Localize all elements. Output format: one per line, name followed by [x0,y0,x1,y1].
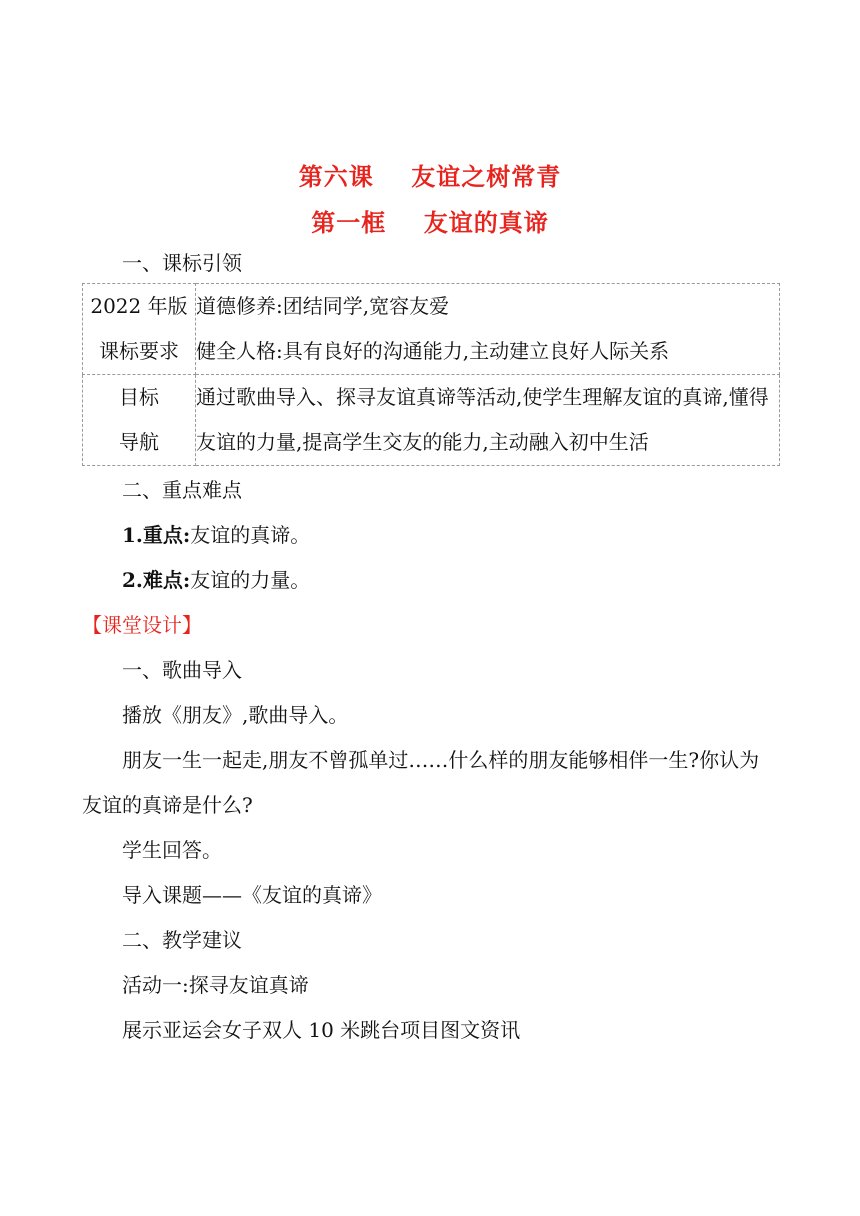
intro-question-line: 朋友一生一起走,朋友不曾孤单过……什么样的朋友能够相伴一生?你认为 [122,748,760,772]
class-design-heading: 【课堂设计】 [82,613,202,637]
difficulty-text: 友谊的力量。 [190,568,311,592]
student-answer-text: 学生回答。 [122,838,222,862]
difficulty-label: 2.难点: [122,568,191,592]
standards-label-line: 课标要求 [99,339,179,363]
intro-question-line: 友谊的真谛是什么? [82,793,253,817]
goals-content-cell [196,375,780,466]
goals-content-line: 通过歌曲导入、探寻友谊真谛等活动,使学生理解友谊的真谛,懂得 [196,385,769,409]
advice-heading: 二、教学建议 [122,928,242,952]
difficulty-item [122,567,310,593]
lesson-title: 第六课 友谊之树常青 [298,162,562,191]
standards-content-line: 健全人格:具有良好的沟通能力,主动建立良好人际关系 [196,339,670,363]
table-row [83,284,780,375]
topic-intro-text: 导入课题——《友谊的真谛》 [122,883,382,907]
intro-heading: 一、歌曲导入 [122,658,242,682]
standards-content-line: 道德修养:团结同学,宽容友爱 [196,294,450,318]
keypoint-item [122,522,310,548]
standards-table [82,283,780,466]
keypoint-label: 1.重点: [122,523,191,547]
goals-label-line: 导航 [119,430,159,454]
standards-heading: 一、课标引领 [122,251,242,275]
table-row [83,375,780,466]
standards-label-cell [83,284,196,375]
activity-one-title: 活动一:探寻友谊真谛 [122,973,309,997]
goals-content-line: 友谊的力量,提高学生交友的能力,主动融入初中生活 [196,430,649,454]
section-title: 第一框 友谊的真谛 [311,208,549,237]
goals-label-line: 目标 [119,385,159,409]
goals-label-cell [83,375,196,466]
standards-label-line: 2022 年版 [90,294,188,318]
keypoint-text: 友谊的真谛。 [190,523,311,547]
intro-play-text: 播放《朋友》,歌曲导入。 [122,703,349,727]
activity-one-desc: 展示亚运会女子双人 10 米跳台项目图文资讯 [122,1018,521,1042]
keypoints-heading: 二、重点难点 [122,478,242,502]
standards-content-cell [196,284,780,375]
